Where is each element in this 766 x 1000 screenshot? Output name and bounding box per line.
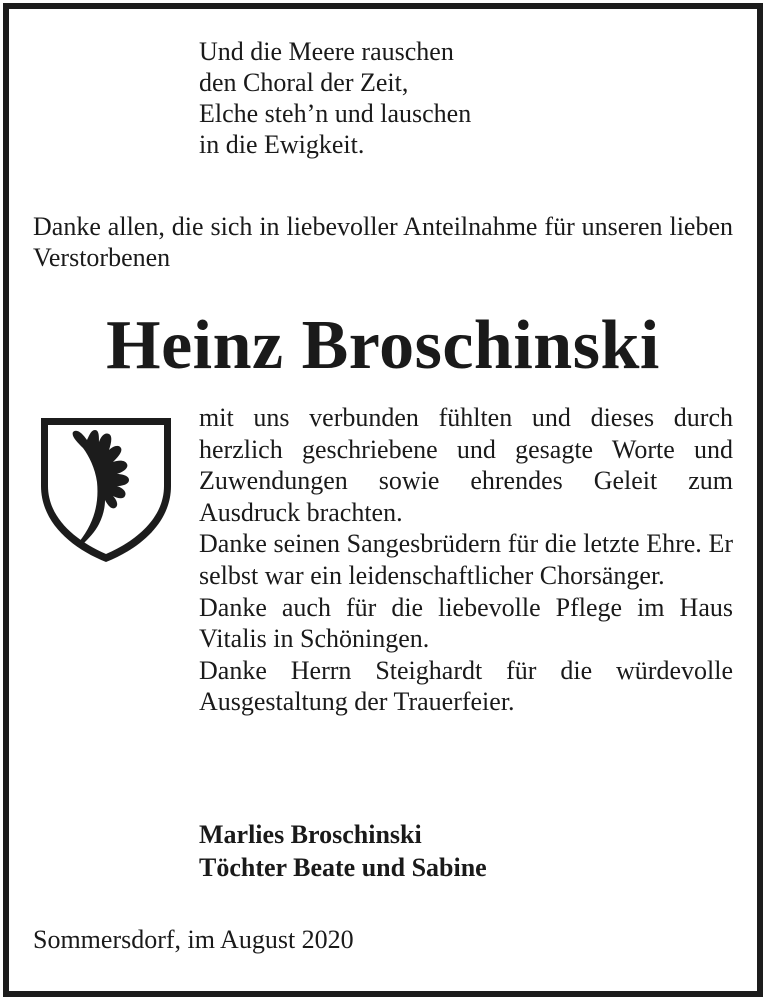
body-paragraph: Danke auch für die liebevolle Pflege im Haus Vitalis in Schöningen. [199,592,733,654]
deceased-name: Heinz Broschinski [106,307,660,384]
signature-block [199,818,487,884]
intro-text: Danke allen, die sich in liebevoller Anteilnahme für unseren lieben Verstorbenen [33,212,733,272]
signature-line: Töchter Beate und Sabine [199,853,487,882]
poem-line: in die Ewigkeit. [199,130,365,159]
poem-line: Elche steh’n und lauschen [199,99,472,128]
poem-line: den Choral der Zeit, [199,68,409,97]
body-paragraph: Danke Herrn Steighardt für die würdevolle Ausgestaltung der Trauerfeier. [199,655,733,717]
body-paragraph: Danke seinen Sangesbrüdern für die letzte Ehre. Er selbst war ein leidenschaftlicher Chorsänger. [199,529,733,590]
body-paragraph: mit uns verbunden fühlten und dieses durch herzlich geschriebene und gesagte Worte und Zuwendungen sowie ehrendes Geleit zum Ausdruck brachten. [199,403,733,527]
poem-line: Und die Meere rauschen [199,37,454,66]
signature-line: Marlies Broschinski [199,820,422,849]
place-date: Sommersdorf, im August 2020 [33,925,354,954]
poem-verse [199,36,471,160]
thanks-body [199,402,733,718]
shield-antler-icon [37,414,175,564]
